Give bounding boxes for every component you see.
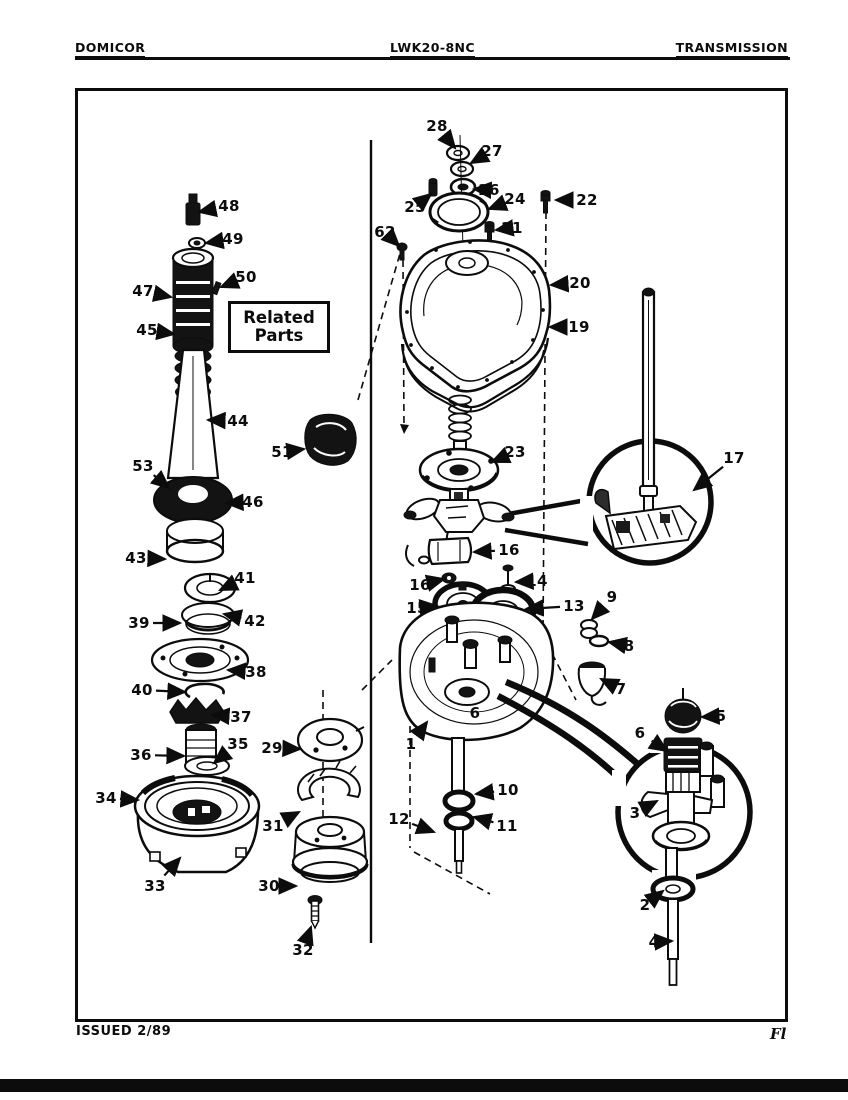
callout-arrow-10 (476, 792, 494, 794)
part-number-44: 44 (227, 412, 249, 430)
part-number-30: 30 (258, 877, 280, 895)
part-number-7: 7 (615, 680, 627, 698)
callout-arrow-53 (154, 475, 169, 488)
part-number-43: 43 (125, 549, 147, 567)
callout-arrow-44 (208, 420, 225, 421)
brand-name: DOMICOR (75, 40, 145, 58)
callout-arrow-49 (206, 241, 221, 243)
part-number-29: 29 (261, 739, 283, 757)
part-number-15: 15 (406, 599, 428, 617)
part-number-32: 32 (292, 941, 314, 959)
part-number-11: 11 (496, 817, 518, 835)
callout-arrow-38 (228, 670, 243, 671)
part-number-47: 47 (132, 282, 154, 300)
callout-arrow-43 (149, 558, 165, 559)
part-number-34: 34 (95, 789, 117, 807)
part-number-46: 46 (242, 493, 264, 511)
part-number-1: 1 (405, 735, 417, 753)
callout-arrow-41 (220, 583, 234, 590)
callout-arrow-17 (694, 467, 723, 490)
callout-arrow-48 (199, 209, 216, 212)
callout-arrow-13 (526, 607, 560, 609)
part-number-48: 48 (218, 197, 240, 215)
part-number-20: 20 (569, 274, 591, 292)
part-number-35: 35 (227, 735, 249, 753)
section-title: TRANSMISSION (676, 40, 788, 58)
part-number-51: 51 (271, 443, 293, 461)
callout-arrow-31 (285, 812, 299, 820)
part-number-22: 22 (576, 191, 598, 209)
callout-arrow-28 (445, 136, 455, 148)
part-number-27: 27 (481, 142, 503, 160)
callout-arrow-32 (307, 927, 311, 940)
callout-arrow-23 (492, 457, 505, 463)
part-number-50: 50 (235, 268, 257, 286)
callout-arrow-46 (226, 502, 241, 503)
part-number-45: 45 (136, 321, 158, 339)
callout-arrow-16 (474, 551, 495, 552)
scan-edge-band (0, 1079, 848, 1092)
callout-arrow-29 (285, 748, 300, 749)
callout-arrow-9 (592, 607, 603, 619)
part-number-17: 17 (723, 449, 745, 467)
callout-arrow-24 (489, 204, 503, 210)
part-number-62: 62 (374, 223, 396, 241)
part-number-38: 38 (245, 663, 267, 681)
part-number-2: 2 (639, 896, 651, 914)
part-number-16: 16 (409, 576, 431, 594)
part-number-36: 36 (130, 746, 152, 764)
callout-arrow-33 (164, 858, 180, 876)
part-number-37: 37 (230, 708, 252, 726)
callout-arrow-8 (609, 642, 620, 644)
callout-arrow-35 (214, 753, 227, 763)
part-number-19: 19 (568, 318, 590, 336)
callout-arrow-16 (431, 579, 444, 582)
callout-arrow-5 (702, 716, 712, 717)
callout-arrow-40 (156, 691, 185, 692)
part-number-23: 23 (504, 443, 526, 461)
part-number-16: 16 (498, 541, 520, 559)
part-number-39: 39 (128, 614, 150, 632)
callout-arrow-45 (159, 332, 174, 334)
callout-arrow-47 (156, 294, 171, 297)
part-number-25: 25 (404, 198, 426, 216)
part-number-8: 8 (623, 637, 635, 655)
callout-arrow-11 (474, 817, 493, 822)
issued-date: ISSUED 2/89 (76, 1024, 172, 1039)
callout-arrow-6 (652, 741, 667, 751)
callout-arrow-36 (155, 755, 184, 756)
callout-arrow-12 (412, 824, 434, 832)
part-number-21: 21 (501, 219, 523, 237)
callout-arrow-3 (645, 801, 657, 808)
part-number-31: 31 (262, 817, 284, 835)
callout-arrow-4 (662, 941, 672, 942)
part-number-42: 42 (244, 612, 266, 630)
callout-arrow-20 (551, 284, 567, 285)
part-number-13: 13 (563, 597, 585, 615)
part-number-3: 3 (629, 804, 641, 822)
related-parts-line1: Related (243, 307, 315, 327)
callout-arrow-42 (224, 614, 241, 618)
callout-arrow-50 (221, 282, 235, 288)
part-number-24: 24 (504, 190, 526, 208)
callout-arrow-51 (292, 449, 304, 451)
part-number-12: 12 (388, 810, 410, 828)
part-number-33: 33 (144, 877, 166, 895)
figure-label: Fl (770, 1025, 787, 1043)
callout-arrow-2 (653, 891, 663, 899)
part-number-28: 28 (426, 117, 448, 135)
part-number-6: 6 (634, 724, 646, 742)
part-number-49: 49 (222, 230, 244, 248)
part-number-41: 41 (234, 569, 256, 587)
part-number-14: 14 (526, 572, 548, 590)
callout-arrow-7 (601, 679, 612, 685)
callout-arrow-37 (212, 715, 228, 716)
related-parts-line2: Parts (254, 326, 304, 345)
part-number-10: 10 (497, 781, 519, 799)
part-number-4: 4 (648, 933, 660, 951)
callout-arrow-34 (120, 799, 138, 800)
part-number-53: 53 (132, 457, 154, 475)
callout-arrow-1 (418, 722, 427, 734)
part-number-9: 9 (606, 588, 618, 606)
part-number-26: 26 (478, 181, 500, 199)
part-number-6: 6 (469, 704, 481, 722)
model-number: LWK20-8NC (390, 40, 475, 58)
part-number-40: 40 (131, 681, 153, 699)
part-number-5: 5 (715, 707, 727, 725)
